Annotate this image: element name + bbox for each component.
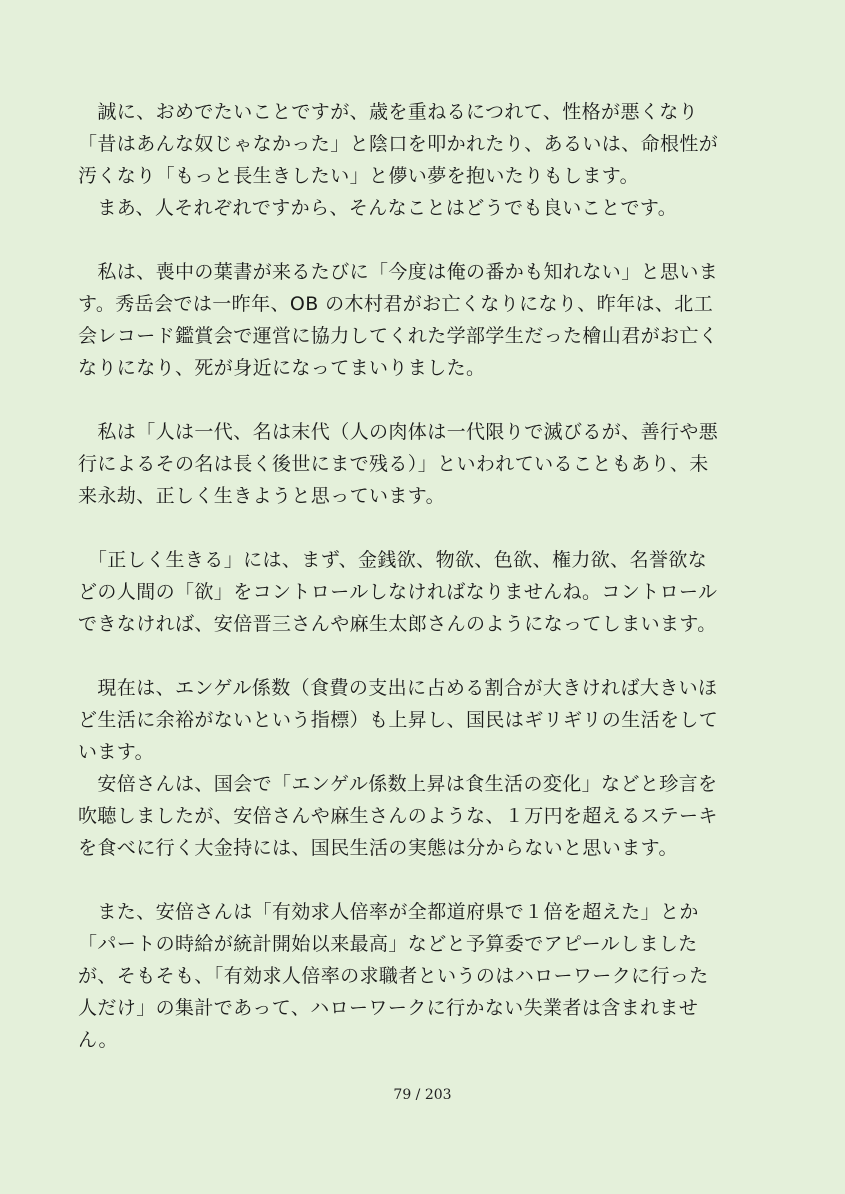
text-line: どの人間の「欲」をコントロールしなければなりませんね。コントロール <box>78 581 718 603</box>
paragraph-gap <box>78 224 768 256</box>
text-line: 現在は、エンゲル係数（食費の支出に占める割合が大きければ大きいほ <box>78 677 718 699</box>
paragraph <box>78 96 768 224</box>
text-line: ど生活に余裕がないという指標）も上昇し、国民はギリギリの生活をして <box>78 709 719 731</box>
text-line: 会レコード鑑賞会で運営に協力してくれた学部学生だった檜山君がお亡く <box>78 325 719 347</box>
text-line: が、そもそも、「有効求人倍率の求職者というのはハローワークに行った <box>78 965 709 987</box>
text-line: 「昔はあんな奴じゃなかった」と陰口を叩かれたり、あるいは、命根性が <box>78 133 719 155</box>
paragraph <box>78 416 768 512</box>
text-line: また、安倍さんは「有効求人倍率が全都道府県で１倍を超えた」とか <box>78 901 699 923</box>
text-line: 私は「人は一代、名は末代（人の肉体は一代限りで滅びるが、善行や悪 <box>78 421 719 443</box>
text-line: 行によるその名は長く後世にまで残る）」といわれていることもあり、未 <box>78 453 709 475</box>
text-line: 汚くなり「もっと長生きしたい」と儚い夢を抱いたりもします。 <box>78 165 640 187</box>
text-line: 「正しく生きる」には、まず、金銭欲、物欲、色欲、権力欲、名誉欲な <box>78 549 708 571</box>
paragraph <box>78 896 768 1056</box>
text-line: います。 <box>78 741 155 763</box>
paragraph <box>78 256 768 384</box>
document-body <box>78 96 768 1056</box>
text-line: 吹聴しましたが、安倍さんや麻生さんのような、１万円を超えるステーキ <box>78 805 718 827</box>
paragraph-gap <box>78 864 768 896</box>
page-number: 79 / 203 <box>393 1087 452 1103</box>
paragraph-gap <box>78 640 768 672</box>
text-line: す。秀岳会では一昨年、OB の木村君がお亡くなりになり、昨年は、北工 <box>78 293 714 315</box>
text-line: まあ、人それぞれですから、そんなことはどうでも良いことです。 <box>78 197 678 219</box>
text-line: 誠に、おめでたいことですが、歳を重ねるにつれて、性格が悪くなり <box>78 101 699 123</box>
text-line: 安倍さんは、国会で「エンゲル係数上昇は食生活の変化」などと珍言を <box>78 773 718 795</box>
text-line: なりになり、死が身近になってまいりました。 <box>78 357 486 379</box>
text-line: 人だけ」の集計であって、ハローワークに行かない失業者は含まれませ <box>78 997 699 1019</box>
text-line: 私は、喪中の葉書が来るたびに「今度は俺の番かも知れない」と思いま <box>78 261 719 283</box>
text-line: できなければ、安倍晋三さんや麻生太郎さんのようになってしまいます。 <box>78 613 717 635</box>
paragraph <box>78 544 768 640</box>
paragraph-gap <box>78 384 768 416</box>
text-line: 来永劫、正しく生きようと思っています。 <box>78 485 446 507</box>
text-line: ん。 <box>78 1029 118 1051</box>
text-line: 「パートの時給が統計開始以来最高」などと予算委でアピールしました <box>78 933 698 955</box>
paragraph-gap <box>78 512 768 544</box>
text-line: を食べに行く大金持には、国民生活の実態は分からないと思います。 <box>78 837 678 859</box>
paragraph <box>78 672 768 864</box>
